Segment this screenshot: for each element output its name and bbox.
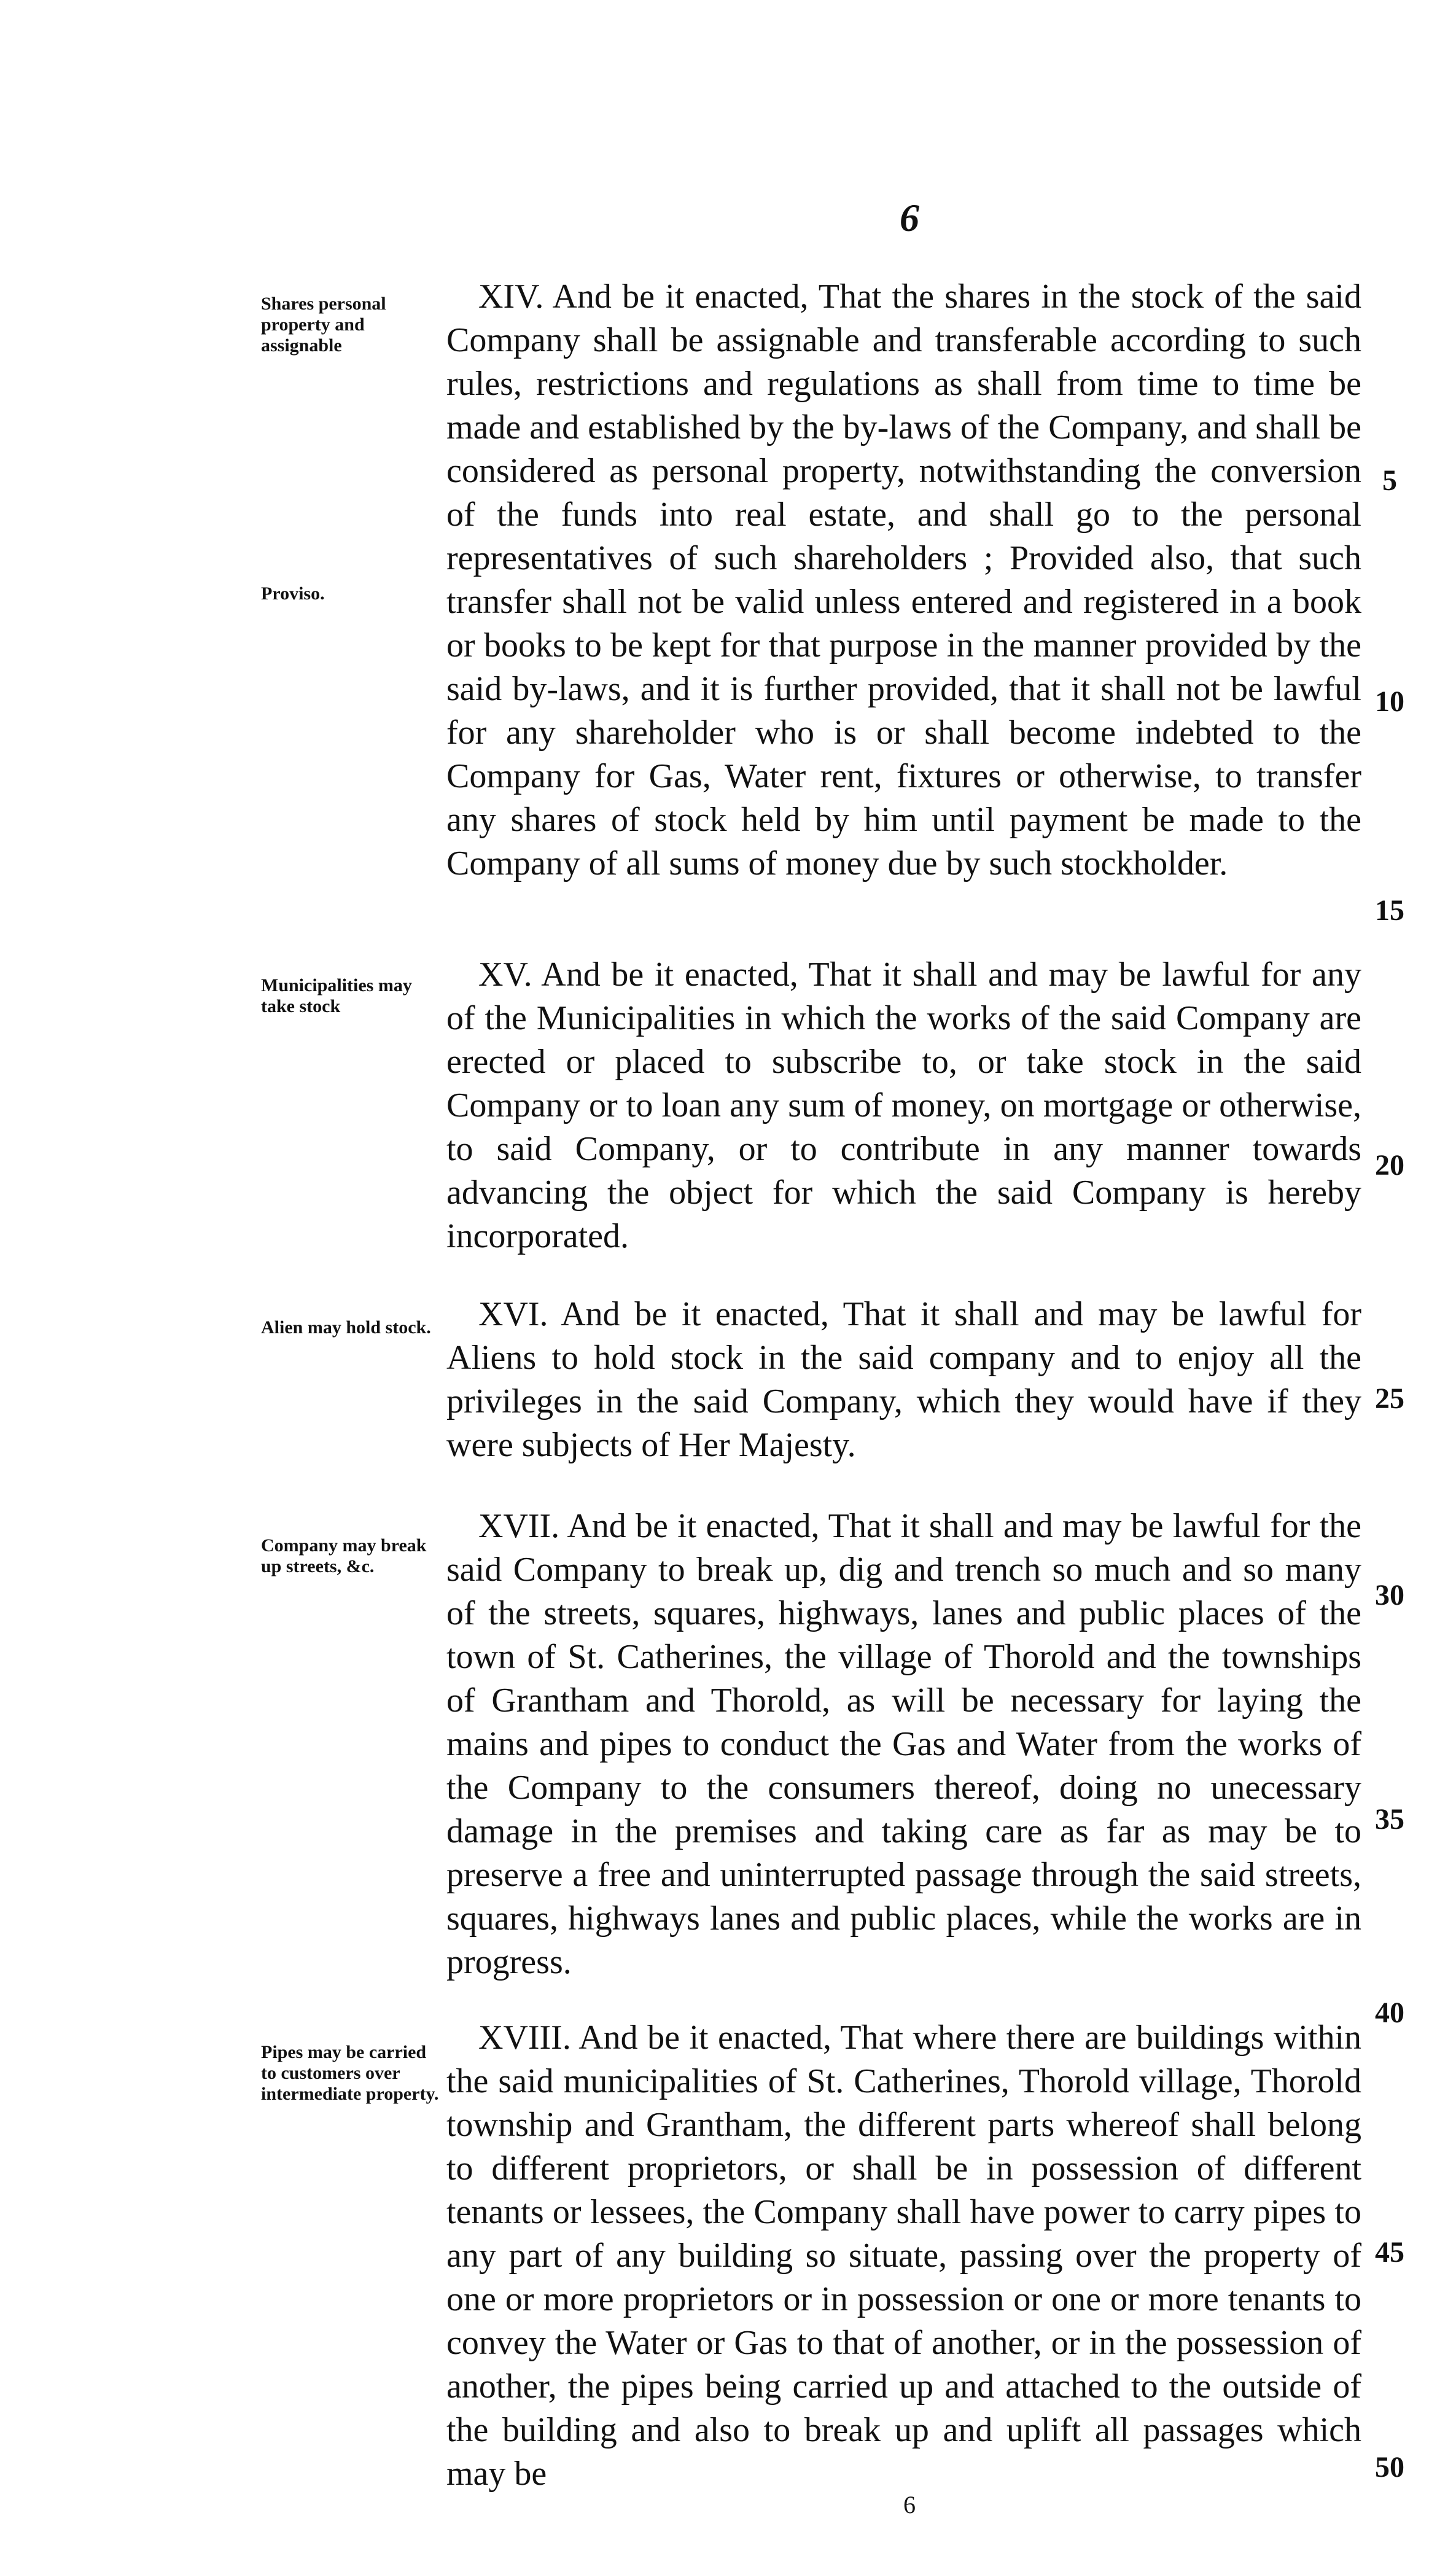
section-xvi-text: XVI. And be it enacted, That it shall and may be lawful for Aliens to hold stock in the said company and to enjoy all the privileges in the said Company, which they would have if they were subjects of Her Majesty.	[446, 1295, 1361, 1464]
section-xviii-text: XVIII. And be it enacted, That where there are buildings within the said municipalities of St. Catherines, Thorold village, Thorold township and Grantham, the different parts whereof shall belong to different proprietors, or shall be in possession of different tenants or lessees, the Company shall have power to carry pipes to any part of any building so situate, passing over the property of one or more proprietors or in possession or one or more tenants to convey the Water or Gas to that of another, or in the possession of another, the pipes being carried up and attached to the outside of the building and also to break up and uplift all passages which may be	[446, 2019, 1361, 2493]
section-xvii-text: XVII. And be it enacted, That it shall and may be lawful for the said Company to break up, dig and trench so much and so many of the streets, squares, highways, lanes and public places of the town of St. Catherines, the village of Thorold and the townships of Grantham and Thorold, as will be necessary for laying the mains and pipes to conduct the Gas and Water from the works of the Company to the consumers thereof, doing no unecessary damage in the premises and taking care as far as may be to preserve a free and uninterrupted passage through the said streets, squares, highways lanes and public places, while the works are in progress.	[446, 1507, 1361, 1981]
line-number-45: 45	[1375, 2236, 1404, 2269]
line-number-15: 15	[1375, 894, 1404, 927]
margin-note-municipalities: Municipalities may take stock	[261, 975, 412, 1016]
margin-note-alien: Alien may hold stock.	[261, 1317, 431, 1338]
line-number-50: 50	[1375, 2451, 1404, 2484]
line-number-20: 20	[1375, 1149, 1404, 1182]
margin-note-proviso: Proviso.	[261, 583, 325, 604]
line-number-35: 35	[1375, 1803, 1404, 1836]
footer-mark: 6	[903, 2491, 916, 2519]
line-number-40: 40	[1375, 1997, 1404, 2029]
line-number-30: 30	[1375, 1579, 1404, 1611]
section-xiv-text: XIV. And be it enacted, That the shares in the stock of the said Company shall be assignable and transferable according to such rules, restrictions and regulations as shall from time to time be made and established by the by-laws of the Company, and shall be considered as personal property, notwithstanding the conversion of the funds into real estate, and shall go to the personal representatives of such shareholders ; Provided also, that such transfer shall not be valid unless entered and registered in a book or books to be kept for that purpose in the manner provided by the said by-laws, and it is further provided, that it shall not be lawful for any shareholder who is or shall become indebted to the Company for Gas, Water rent, fixtures or otherwise, to transfer any shares of stock held by him until payment be made to the Company of all sums of money due by such stockholder.	[446, 278, 1361, 883]
page-number: 6	[900, 196, 919, 240]
line-number-5: 5	[1382, 464, 1397, 497]
margin-note-shares: Shares personal property and assignable	[261, 294, 386, 356]
line-number-10: 10	[1375, 685, 1404, 718]
margin-note-pipes: Pipes may be carried to customers over intermediate property.	[261, 2042, 439, 2104]
section-xv-text: XV. And be it enacted, That it shall and may be lawful for any of the Municipalities in which the works of the said Company are erected or placed to subscribe to, or take stock in the said Company or to loan any sum of money, on mortgage or otherwise, to said Company, or to contribute in any manner towards advancing the object for which the said Company is hereby incorporated.	[446, 956, 1361, 1255]
line-number-25: 25	[1375, 1382, 1404, 1415]
margin-note-company-streets: Company may break up streets, &c.	[261, 1535, 427, 1576]
